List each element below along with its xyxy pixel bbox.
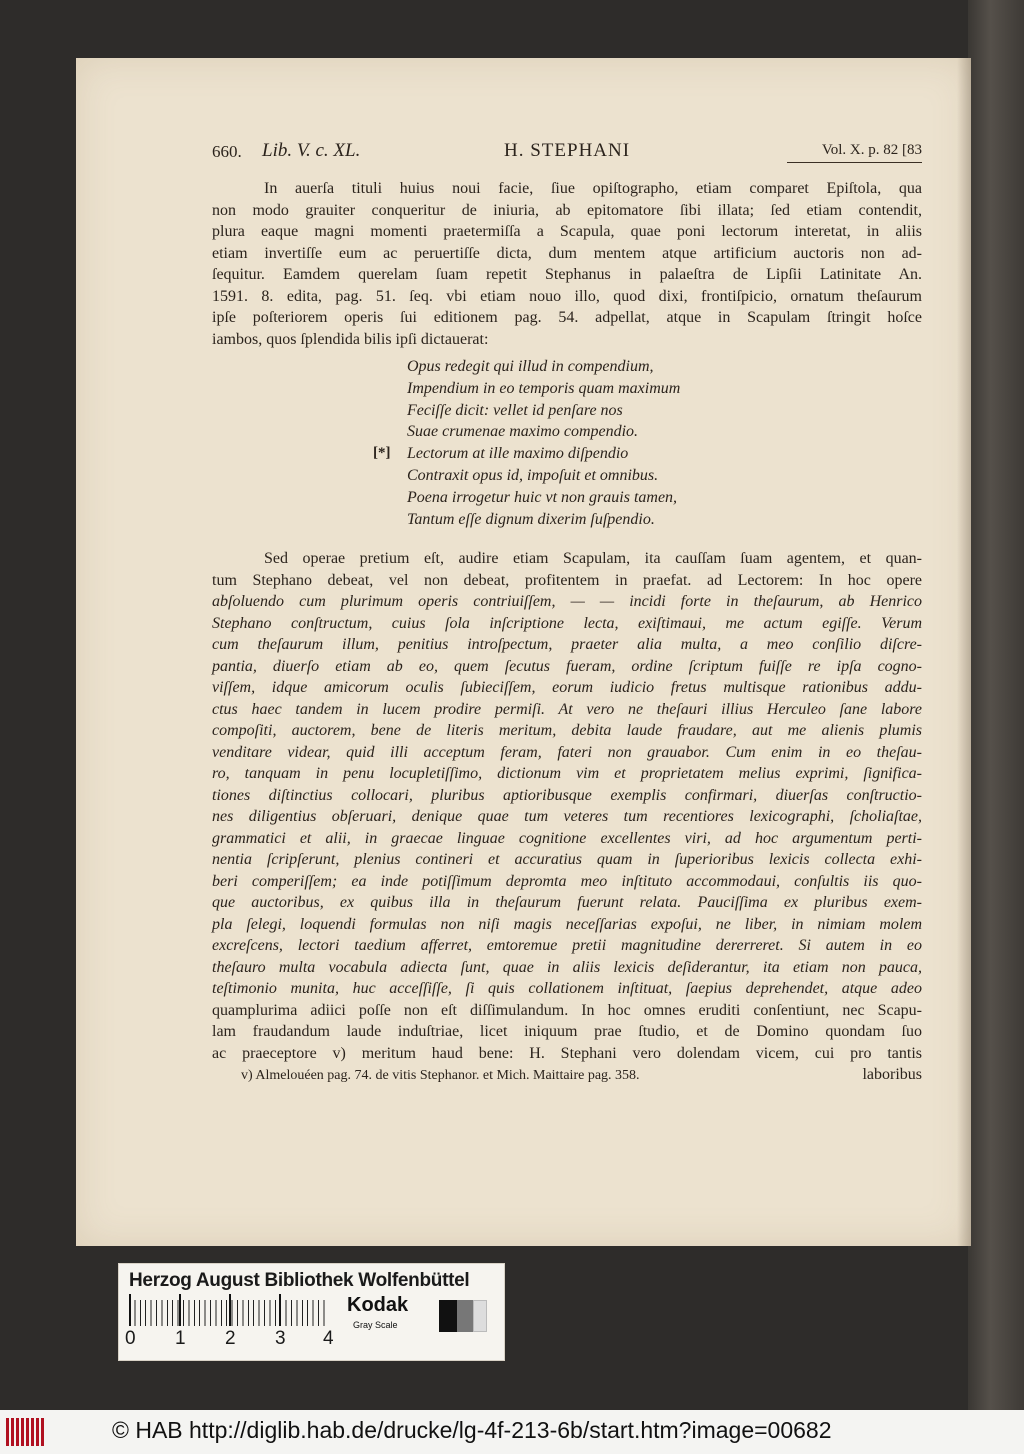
verse-line: Poena irrogetur huic vt non grauis tamen, — [407, 488, 678, 506]
text-line: non modo grauiter conqueritur de iniuria, ab epitomatore ſibi illata; ſed etiam contendit, — [212, 201, 922, 219]
text-line: abſoluendo cum plurimum operis contriuiſſem, — — incidi forte in theſaurum, ab Henrico — [212, 593, 922, 611]
paragraph-1 — [212, 178, 922, 350]
text-line: tum Stephano debeat, vel non debeat, profitentem in praefat. ad Lectorem: In hoc opere — [212, 571, 922, 589]
running-title: H. STEPHANI — [504, 140, 631, 161]
verse-line: Tantum eſſe dignum dixerim ſuſpendio. — [407, 510, 655, 528]
text-line: venditare videar, quid illi acceptum feram, fateri non grauabor. Cum enim in eo theſau- — [212, 743, 922, 761]
text-line: quamplurima adiici poſſe non eſt diſſimulandum. In hoc omnes eruditi conſentiunt, nec Scapu- — [212, 1001, 922, 1019]
copyright-text: © HAB http://diglib.hab.de/drucke/lg-4f-213-6b/start.htm?image=00682 — [112, 1417, 832, 1443]
text-line: pantia, diuerſo etiam ab eo, quem ſecutus fueram, ordine ſcriptum fuiſſe re ipſa cogno- — [212, 657, 922, 675]
black-swatch — [439, 1300, 457, 1332]
kodak-logo: Kodak — [347, 1294, 409, 1316]
text-line: grammatici et alii, in graecae linguae cognitione excellentes viri, ad hoc argumentum perti- — [212, 829, 922, 847]
text-line: cum theſaurum illum, penitius introſpectum, praeter alia multa, a meo conſilio diſcre- — [212, 636, 922, 654]
body-text — [212, 178, 922, 1086]
adjacent-page-edge — [968, 0, 1024, 1410]
scale-number: 4 — [323, 1328, 334, 1349]
text-line: beri comperiſſem; ea inde potiſſimum depromta meo inſtituto accommodaui, conſultis iis quo- — [212, 872, 922, 890]
text-line: iambos, quos ſplendida bilis ipſi dictauerat: — [212, 330, 489, 348]
text-line: ac praeceptore v) meritum haud bene: H. Stephani vero dolendam vicem, cui pro tantis — [212, 1044, 922, 1062]
text-line: compoſiti, auctorem, bene de literis meritum, debita laude fraudare, aut me alienis plumis — [212, 722, 922, 740]
scale-number: 2 — [225, 1328, 236, 1349]
verse-block — [373, 356, 747, 530]
text-line: tiones diſtinctius collocari, pluribus aptioribusque exemplis confirmari, diuerſas conſtructio- — [212, 786, 922, 804]
text-line: plura eaque magni momenti praetermiſſa a Scapula, quae poni lectorum interetat, in aliis — [212, 223, 922, 240]
verse-line: Feciſſe dicit: vellet id penſare nos — [407, 401, 623, 419]
text-line: theſauro multa vocabula adiecta ſunt, quae in aliis lexicis deſiderantur, ita etiam non pauca, — [212, 958, 922, 976]
page-break-marker: [*] — [373, 445, 391, 462]
institution-label: Herzog August Bibliothek Wolfenbüttel — [129, 1270, 470, 1291]
scale-ruler-major — [129, 1294, 329, 1326]
text-line: In auerſa tituli huius noui facie, ſiue opiſtographo, etiam comparet Epiſtola, qua — [264, 180, 922, 197]
text-line: pla ſelegi, loquendi formulas non niſi magis neceſſarias expoſui, ne liber, in nimiam molem — [212, 915, 922, 933]
text-line: 1591. 8. edita, pag. 51. ſeq. vbi etiam nouo illo, quod dixi, frontiſpicio, ornatum theſaurum — [212, 287, 922, 305]
text-line: que auctoribus, ex quibus illa in theſaurum fuerunt relata. Pauciſſima ex pluribus exem- — [212, 894, 922, 912]
text-line: ro, tanquam in penu locupletiſſimo, dictionum vim et proprietatem melius exprimi, ſignifica- — [212, 765, 922, 783]
text-line: Sed operae pretium eſt, audire etiam Scapulam, ita cauſſam ſuam agentem, et quan- — [264, 550, 922, 568]
gray-swatch — [457, 1300, 473, 1332]
text-line: nes diligentius obſeruari, denique quae tum veteres tum recentiores lexicographi, ſcholiaſtae, — [212, 808, 922, 826]
color-calibration-target — [118, 1263, 505, 1361]
page-shadow — [957, 58, 971, 1246]
text-line: nentia ſcripſerunt, plenius contineri et accuratius quam in ſuperioribus lexicis collecta exhi- — [212, 851, 922, 869]
text-line: excreſcens, lectori taedium afferret, emtoremue pretii magnitudine dererreret. Si autem in eo — [212, 937, 922, 955]
text-line: ctus haec tandem in lucem prodire permiſi. At vero ne theſauri illius Herculeo ſane labore — [212, 700, 922, 718]
text-line: viſſem, idque amicorum oculis ſubieciſſem, eorum iudicio fretus multisque rationibus addu- — [212, 679, 922, 697]
text-line: etiam invertiſſe eum ac peruertiſſe dicta, dum mentem atque artificium auctoris non ad- — [212, 244, 922, 262]
scale-numbers — [125, 1328, 345, 1354]
verse-line: Opus redegit qui illud in compendium, — [407, 358, 654, 375]
scale-number: 0 — [125, 1328, 136, 1349]
catchword: laboribus — [862, 1066, 922, 1084]
light-swatch — [473, 1300, 487, 1332]
running-header — [212, 140, 922, 166]
verse-line-marked — [373, 443, 747, 465]
verse-line: Impendium in eo temporis quam maximum — [407, 379, 681, 397]
scale-number: 1 — [175, 1328, 186, 1349]
book-page — [76, 58, 971, 1246]
copyright-bar — [0, 1410, 1024, 1454]
verse-line: Suae crumenae maximo compendio. — [407, 423, 639, 441]
text-line: Stephano conſtructum, cuius ſola inſcriptione lecta, exiſtimaui, me actum egiſſe. Verum — [212, 614, 922, 632]
scale-number: 3 — [275, 1328, 286, 1349]
verse-line: Contraxit opus id, impoſuit et omnibus. — [407, 466, 659, 484]
paragraph-2 — [212, 548, 922, 1086]
gray-scale-label: Gray Scale — [353, 1320, 398, 1330]
volume-reference: Vol. X. p. 82 [83 — [821, 142, 922, 158]
verse-line: Lectorum at ille maximo diſpendio — [407, 445, 629, 463]
paragraph-gap — [212, 538, 922, 548]
text-line: ipſe poſteriorem operis ſui editionem pag. 54. adpellat, atque in Scapulam ſtringit hoſce — [212, 309, 922, 326]
hab-logo-icon — [6, 1418, 44, 1446]
text-line: ſequitur. Eamdem querelam ſuam repetit Stephanus in palaeſtra de Lipſii Latinitate An. — [212, 266, 922, 283]
text-line: teſtimonio munita, huc acceſſiſſe, ſi quis collationem inſtituat, ſaepius deprehendet, atque adeo — [212, 980, 922, 998]
text-line: lam fraudandum laude induſtriae, licet iniquum prae ſtudio, et de Domino quondam ſuo — [212, 1023, 922, 1041]
book-reference: Lib. V. c. XL. — [262, 140, 361, 161]
page-number: 660. — [212, 142, 242, 161]
header-rule — [787, 162, 922, 163]
footnote: v) Almelouéen pag. 74. de vitis Stephanor. et Mich. Maittaire pag. 358. — [241, 1068, 640, 1083]
